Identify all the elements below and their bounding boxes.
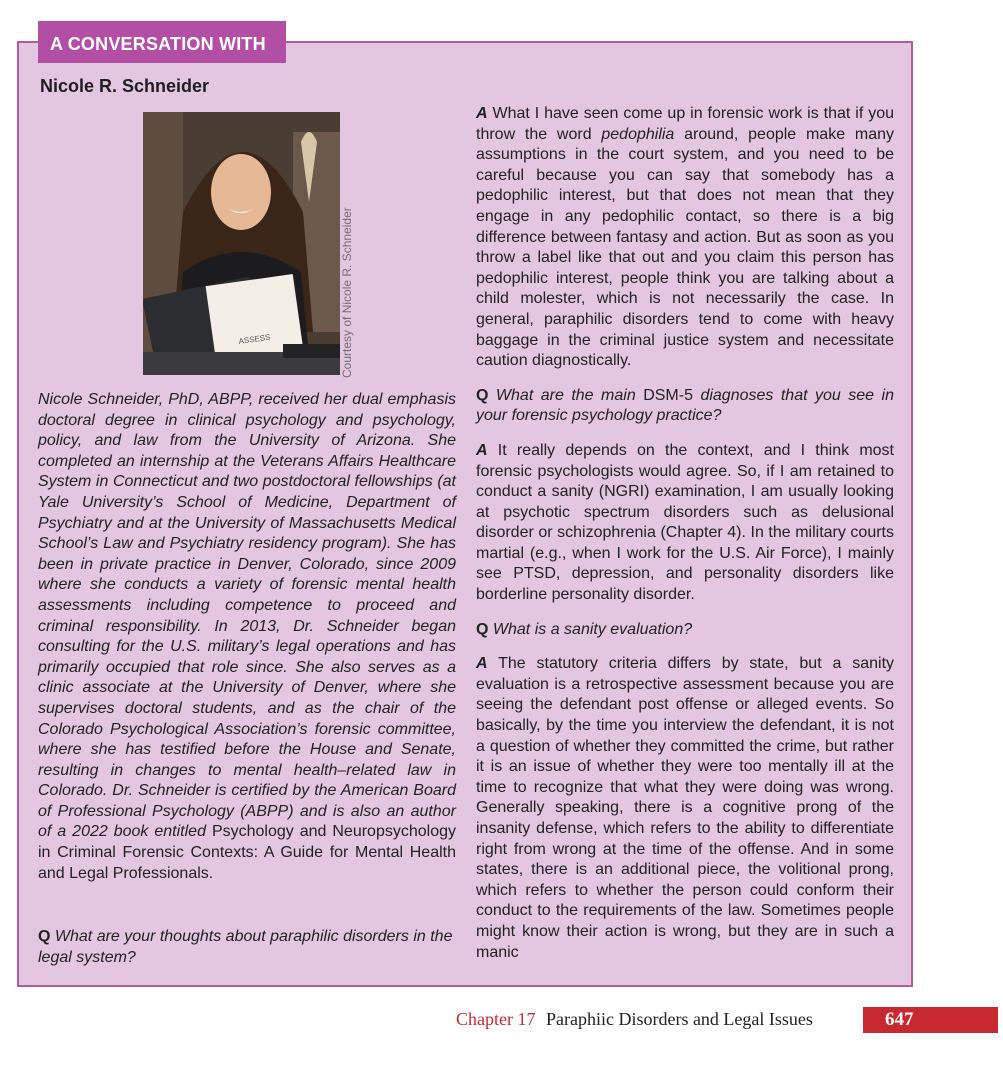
section-tab: A CONVERSATION WITH xyxy=(38,21,286,63)
answer-1-emphasis: pedophilia xyxy=(601,125,675,143)
a-marker: A xyxy=(476,655,488,673)
portrait-illustration xyxy=(143,112,340,375)
question-1 xyxy=(38,927,456,968)
portrait-photo xyxy=(143,112,340,375)
a-marker: A xyxy=(476,105,488,122)
interviewee-name: Nicole R. Schneider xyxy=(40,76,210,96)
question-2-dsm: DSM-5 xyxy=(643,386,693,404)
answer-2-text: It really depends on the context, and I think most forensic psychologists would agree. So, if I am retained to conduct a sanity (NGRI) examination, I am usually looking at psychotic spectrum disorders such as delusional disorder or schizophrenia (Chapter 4). In the military courts martial (e.g., when I work for the U.S. Air Force), I mainly see PTSD, depression, and personality disorders like borderline personality disorder. xyxy=(476,441,895,604)
bio-book-title: Psychology and Neuropsychology in Criminal Forensic Contexts: A Guide for Mental Health and Legal Professionals. xyxy=(38,823,456,882)
question-3-text: What is a sanity evaluation? xyxy=(492,620,693,638)
right-column xyxy=(476,104,894,977)
question-2 xyxy=(476,386,894,427)
answer-3 xyxy=(476,654,894,963)
question-3 xyxy=(476,620,894,641)
answer-3-text: The statutory criteria differs by state, but a sanity evaluation is a retrospective assessment because you are seeing the defendant post offense or alleged events. So basically, by the time you interview the defendant, it is not a question of whether they committed the crime, but rather it is an issue of whether they were too mentally ill at the time to recognize that what they were doing was wrong. Generally speaking, there is a cognitive prong of the insanity defense, which refers to the ability to differentiate right from wrong at the time of the offense. And in some states, there is an additional piece, the volitional prong, which refers to whether the person could conform their conduct to the requirements of the law. Sometimes people might know their action is wrong, but they are in such a manic xyxy=(476,655,895,961)
page-number: 647 xyxy=(863,1007,998,1033)
q-marker: Q xyxy=(476,620,489,638)
chapter-label: Chapter 17 xyxy=(456,1009,536,1029)
answer-1-text-b: around, people make many assumptions in the court system, and you need to be careful because you can say that somebody has a pedophilic interest, but that does not mean that they engage in any pedophilic contact, so there is a big difference between fantasy and action. But as soon as you throw a label like that out and you claim this person has pedophilic interest, people think you are talking about a child molester, which is not necessarily the case. In general, paraphilic disorders tend to come with heavy baggage in the criminal justice system and necessitate caution diagnostically. xyxy=(476,125,894,370)
running-footer xyxy=(456,1009,813,1030)
bio-text: Nicole Schneider, PhD, ABPP, received her dual emphasis doctoral degree in clinical psychology and psychology, policy, and law from the University of Arizona. She completed an internship at the Veterans Affairs Healthcare System in Connecticut and two postdoctoral fellowships (at Yale University’s School of Medicine, Department of Psychiatry and at the University of Massachusetts Medical School’s Law and Psychiatry residency program). She has been in private practice in Denver, Colorado, since 2009 where she conducts a variety of forensic mental health assessments including competence to proceed and criminal responsibility. In 2013, Dr. Schneider began consulting for the U.S. military’s legal operations and has primarily occupied that role since. She also serves as a clinic associate at the University of Denver, where she supervises doctoral students, and as the chair of the Colorado Psychological Association’s forensic committee, where she has testified before the House and Senate, resulting in changes to mental health–related law in Colorado. Dr. Schneider is certified by the American Board of Professional Psychology (ABPP) and is also an author of a 2022 book entitled xyxy=(38,391,456,841)
book-cover-text: ASSESS xyxy=(238,332,271,346)
q-marker: Q xyxy=(38,928,51,945)
photo-credit: Courtesy of Nicole R. Schneider xyxy=(340,207,354,378)
question-2-text-b: diagnoses that you see in your forensic psychology practice? xyxy=(476,386,894,425)
a-marker: A xyxy=(476,441,488,459)
answer-2 xyxy=(476,441,894,606)
chapter-title: Paraphiic Disorders and Legal Issues xyxy=(545,1009,813,1029)
answer-1 xyxy=(476,104,894,372)
q-marker: Q xyxy=(476,386,489,404)
bio-paragraph xyxy=(38,390,456,884)
answer-1-text-a: What I have seen come up in forensic work is that if you throw the word xyxy=(476,105,894,143)
question-1-text: What are your thoughts about paraphilic disorders in the legal system? xyxy=(38,928,453,966)
question-2-text-a: What are the main xyxy=(495,386,644,404)
